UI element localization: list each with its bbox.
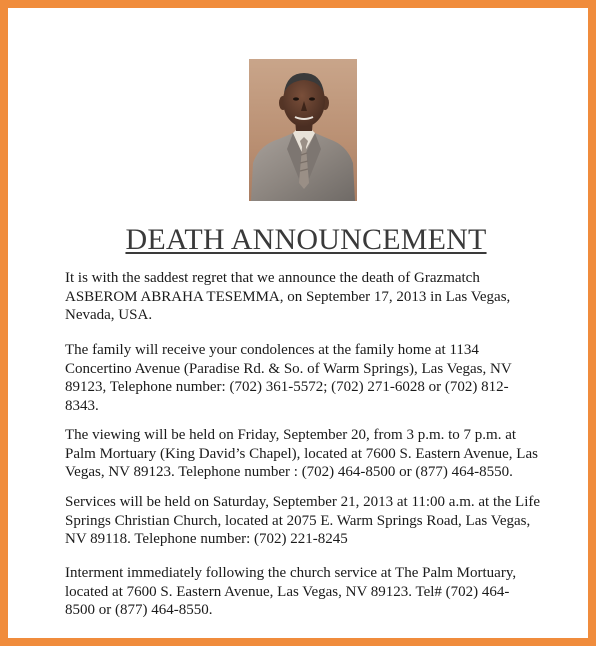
text-line: Palm Mortuary (King David’s Chapel), located at 7600 S. Eastern Avenue, Las [65, 445, 538, 462]
services-paragraph [65, 493, 565, 549]
text-line: Concertino Avenue (Paradise Rd. & So. of Warm Springs), Las Vegas, NV [65, 360, 512, 377]
text-line: Services will be held on Saturday, September 21, 2013 at 11:00 a.m. at the Life [65, 494, 541, 510]
death-notice-paragraph [65, 269, 565, 325]
text-line: Springs Christian Church, located at 2075 E. Warm Springs Road, Las Vegas, [65, 512, 531, 529]
page-title: DEATH ANNOUNCEMENT [125, 223, 487, 256]
text-line: 8343. [65, 397, 99, 414]
text-line: ASBEROM ABRAHA TESEMMA, on September 17, 2013 in Las Vegas, [65, 288, 511, 305]
text-line: Interment immediately following the church service at The Palm Mortuary, [65, 565, 517, 581]
text-line: The viewing will be held on Friday, September 20, from 3 p.m. to 7 p.m. at [65, 427, 517, 443]
text-line: located at 7600 S. Eastern Avenue, Las Vegas, NV 89123. Tel# (702) 464- [65, 583, 510, 600]
condolences-paragraph [65, 341, 565, 415]
interment-paragraph [65, 564, 565, 620]
text-line: It is with the saddest regret that we announce the death of Grazmatch [65, 270, 480, 286]
text-line: 8500 or (877) 464-8550. [65, 602, 213, 619]
text-line: 89123, Telephone number: (702) 361-5572; (702) 271-6028 or (702) 812- [65, 379, 509, 396]
text-line: NV 89118. Telephone number: (702) 221-8245 [65, 531, 348, 548]
text-line: Nevada, USA. [65, 307, 153, 324]
text-line: Vegas, NV 89123. Telephone number : (702) 464-8500 or (877) 464-8550. [65, 464, 513, 481]
text-line: The family will receive your condolences at the family home at 1134 [65, 342, 479, 358]
viewing-paragraph [65, 426, 565, 482]
portrait-photo [249, 59, 357, 201]
